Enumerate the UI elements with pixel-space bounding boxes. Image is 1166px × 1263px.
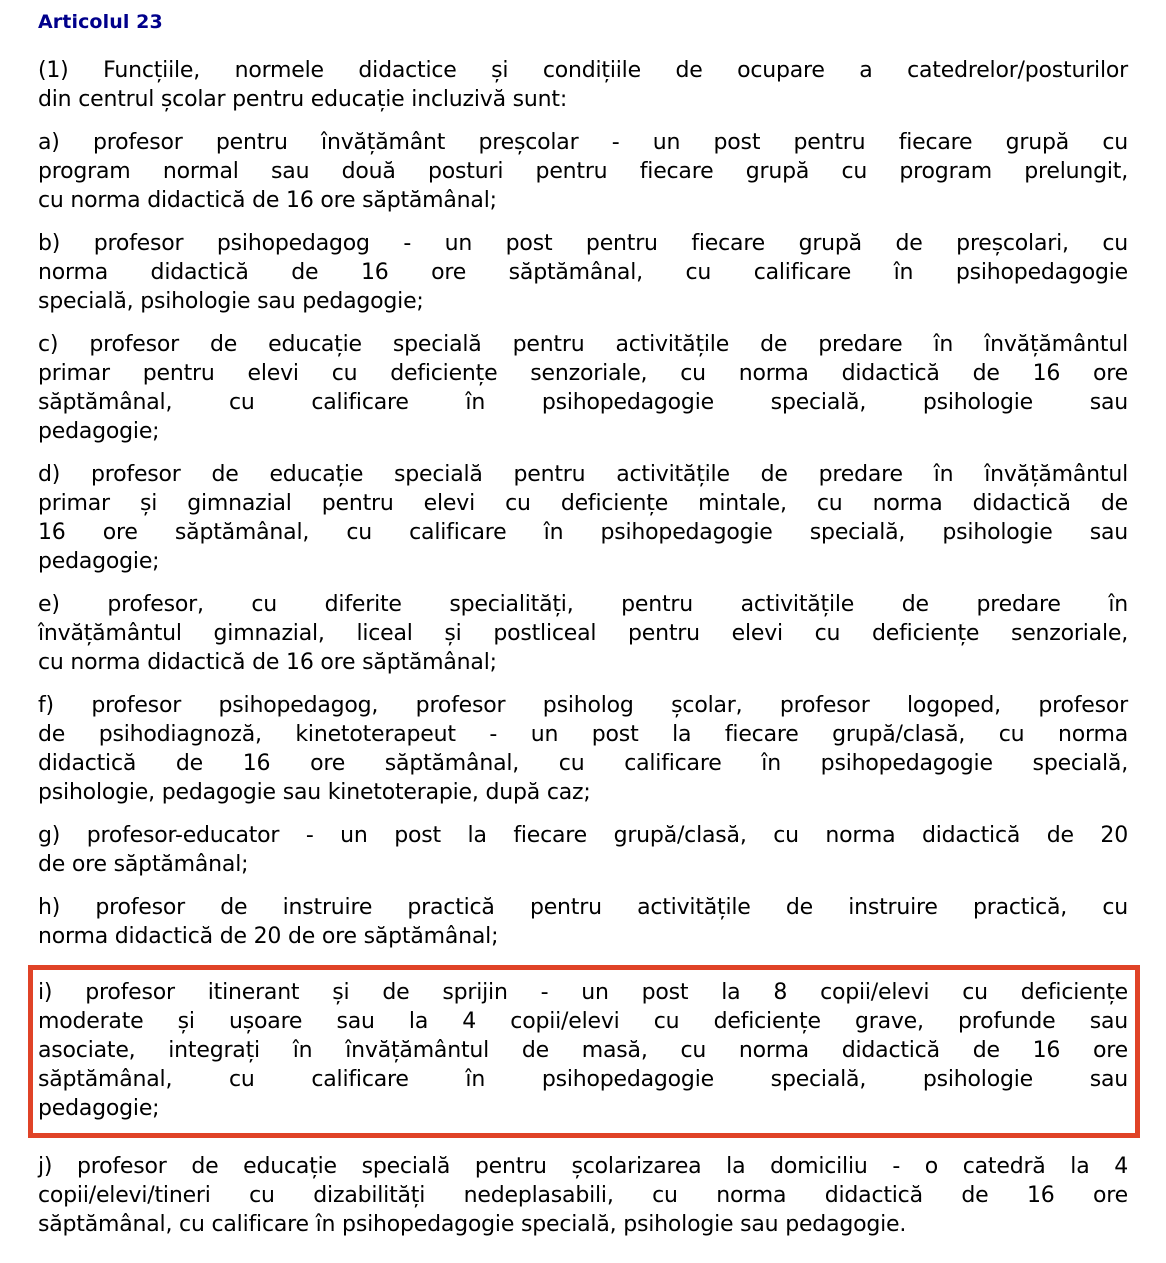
article-body xyxy=(38,56,1128,1239)
text-line: norma didactică de 20 de ore săptămânal; xyxy=(38,924,499,949)
text-line: pedagogie; xyxy=(38,419,160,444)
highlighted-paragraph-i xyxy=(28,965,1140,1138)
text-line: a) profesor pentru învățământ preșcolar - un post pentru fiecare grupă cu xyxy=(38,130,1128,155)
text-line: (1) Funcțiile, normele didactice și condițiile de ocupare a catedrelor/posturilor xyxy=(38,58,1128,83)
text-line: c) profesor de educație specială pentru activitățile de predare în învățământul xyxy=(38,332,1128,357)
text-line: cu norma didactică de 16 ore săptămânal; xyxy=(38,188,497,213)
text-line: din centrul școlar pentru educație incluzivă sunt: xyxy=(38,87,568,112)
text-line: pedagogie; xyxy=(38,549,160,574)
text-line: asociate, integrați în învățământul de masă, cu norma didactică de 16 ore xyxy=(38,1038,1128,1063)
text-line: b) profesor psihopedagog - un post pentru fiecare grupă de preșcolari, cu xyxy=(38,231,1128,256)
text-line: de ore săptămânal; xyxy=(38,852,249,877)
text-line: d) profesor de educație specială pentru activitățile de predare în învățământul xyxy=(38,462,1128,487)
text-line: pedagogie; xyxy=(38,1096,160,1121)
text-line: psihologie, pedagogie sau kinetoterapie, după caz; xyxy=(38,780,591,805)
paragraph-b xyxy=(38,229,1128,316)
text-line: f) profesor psihopedagog, profesor psiholog școlar, profesor logoped, profesor xyxy=(38,693,1128,718)
text-line: primar pentru elevi cu deficiențe senzoriale, cu norma didactică de 16 ore xyxy=(38,361,1128,386)
text-line: e) profesor, cu diferite specialități, pentru activitățile de predare în xyxy=(38,592,1128,617)
text-line: primar și gimnazial pentru elevi cu deficiențe mintale, cu norma didactică de xyxy=(38,491,1128,516)
text-line: de psihodiagnoză, kinetoterapeut - un post la fiecare grupă/clasă, cu norma xyxy=(38,722,1128,747)
paragraph-f xyxy=(38,691,1128,807)
text-line: moderate și ușoare sau la 4 copii/elevi cu deficiențe grave, profunde sau xyxy=(38,1009,1128,1034)
paragraph-d xyxy=(38,460,1128,576)
text-line: copii/elevi/tineri cu dizabilități nedeplasabili, cu norma didactică de 16 ore xyxy=(38,1183,1128,1208)
paragraph-j xyxy=(38,1152,1128,1239)
paragraph-e xyxy=(38,590,1128,677)
paragraph-h xyxy=(38,893,1128,951)
article-title: Articolul 23 xyxy=(38,11,163,33)
text-line: h) profesor de instruire practică pentru activitățile de instruire practică, cu xyxy=(38,895,1128,920)
text-line: i) profesor itinerant și de sprijin - un post la 8 copii/elevi cu deficiențe xyxy=(38,980,1128,1005)
paragraph-a xyxy=(38,128,1128,215)
text-line: specială, psihologie sau pedagogie; xyxy=(38,289,424,314)
text-line: didactică de 16 ore săptămânal, cu calificare în psihopedagogie specială, xyxy=(38,751,1128,776)
text-line: cu norma didactică de 16 ore săptămânal; xyxy=(38,650,497,675)
text-line: program normal sau două posturi pentru fiecare grupă cu program prelungit, xyxy=(38,159,1128,184)
paragraph-1 xyxy=(38,56,1128,114)
text-line: săptămânal, cu calificare în psihopedagogie specială, psihologie sau xyxy=(38,1067,1128,1092)
paragraph-g xyxy=(38,821,1128,879)
document-page xyxy=(38,10,1128,1239)
text-line: norma didactică de 16 ore săptămânal, cu calificare în psihopedagogie xyxy=(38,260,1128,285)
text-line: j) profesor de educație specială pentru școlarizarea la domiciliu - o catedră la 4 xyxy=(38,1154,1128,1179)
paragraph-c xyxy=(38,330,1128,446)
text-line: 16 ore săptămânal, cu calificare în psihopedagogie specială, psihologie sau xyxy=(38,520,1128,545)
text-line: săptămânal, cu calificare în psihopedagogie specială, psihologie sau pedagogie. xyxy=(38,1212,907,1237)
text-line: g) profesor-educator - un post la fiecare grupă/clasă, cu norma didactică de 20 xyxy=(38,823,1128,848)
text-line: învățământul gimnazial, liceal și postliceal pentru elevi cu deficiențe senzoriale, xyxy=(38,621,1128,646)
text-line: săptămânal, cu calificare în psihopedagogie specială, psihologie sau xyxy=(38,390,1128,415)
